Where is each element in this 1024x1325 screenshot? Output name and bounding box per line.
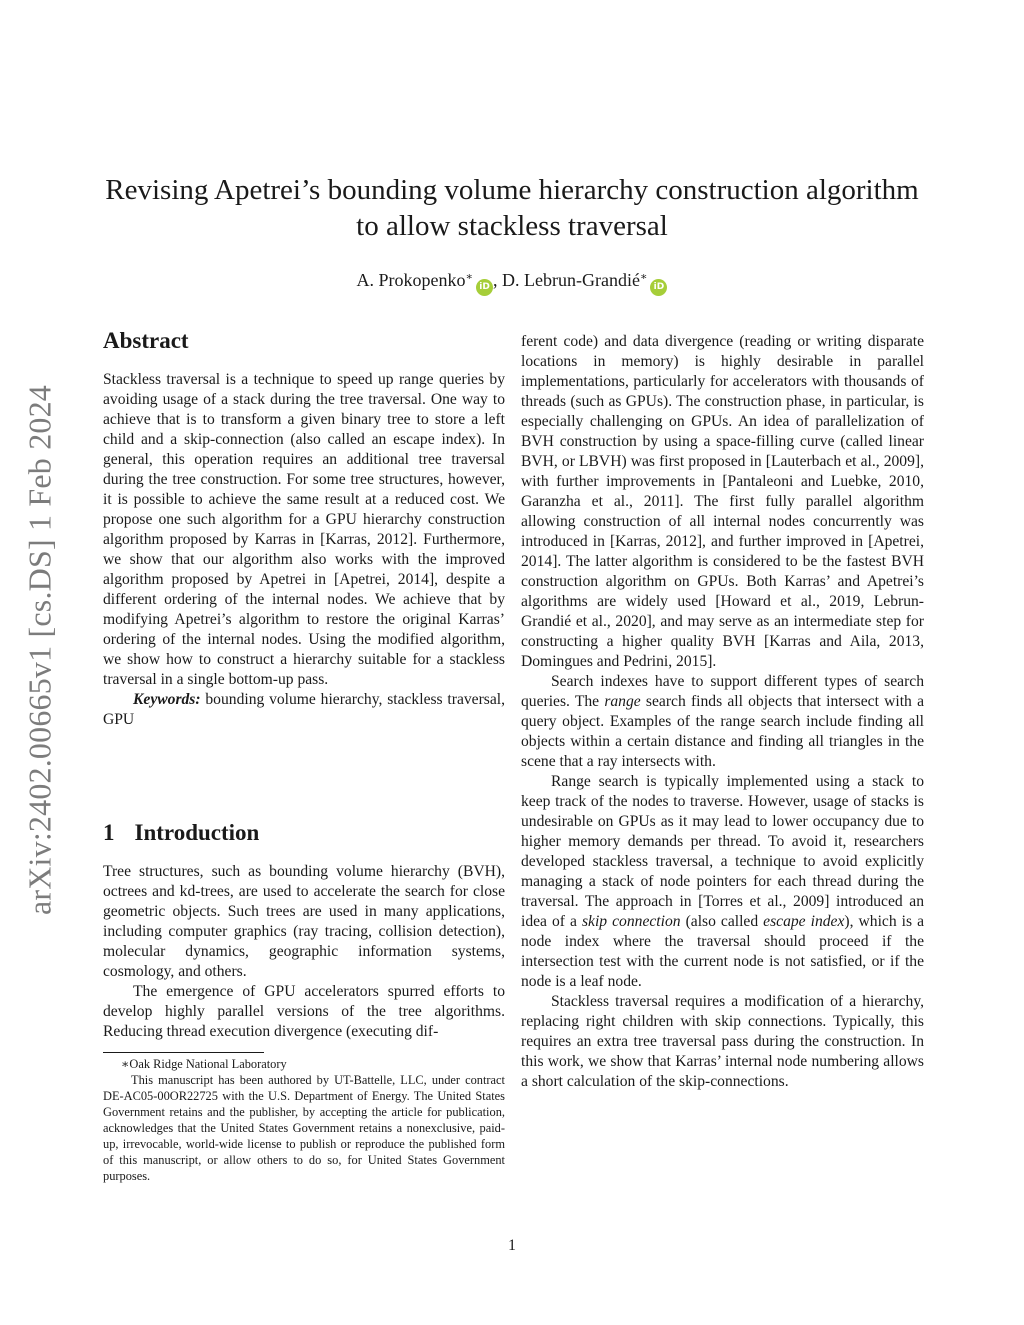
keywords-label: Keywords:: [133, 691, 201, 708]
arxiv-identifier-stamp: arXiv:2402.00665v1 [cs.DS] 1 Feb 2024: [21, 384, 58, 916]
author-name: A. Prokopenko: [356, 270, 466, 290]
intro-paragraph-1: Tree structures, such as bounding volume hierarchy (BVH), octrees and kd-trees, are used to accelerate the search for close geometric objects. Such trees are used in many applications, including computer graphics (ray tracing, collision detection), molecular dynamics, geographic information systems, cosmology, and others.: [103, 863, 505, 980]
author-separator: ,: [493, 270, 498, 290]
abstract-body: [103, 370, 505, 730]
text-run: ), which is a node index where the traversal should proceed if the intersection test with the current node is not satisfied, or if the node is a leaf node.: [521, 913, 925, 990]
author-list: [100, 265, 924, 296]
text-run: Search indexes have to support different types of search queries. The: [521, 673, 924, 710]
right-paragraph-4: Stackless traversal requires a modification of a hierarchy, replacing right children with skip connections. Typically, this requires an extra tree traversal pass during the construction. In this work, we show that Karras’ internal node numbering allows a short calculation of the skip-connections.: [521, 993, 924, 1090]
right-column: [521, 332, 924, 1092]
section-title: Introduction: [134, 820, 260, 845]
emphasis-escape-index: escape index: [763, 913, 845, 930]
paper-title-line-2: to allow stackless traversal: [356, 210, 668, 242]
text-run: search finds all objects that intersect with a query object. Examples of the range search include finding all objects within a certain distance and finding all triangles in the scene that a ray intersects with.: [521, 693, 924, 770]
intro-paragraph-2: The emergence of GPU accelerators spurred efforts to develop highly parallel versions of the tree algorithms. Reducing thread execution divergence (executing dif-: [103, 983, 505, 1040]
keywords-paragraph: [103, 690, 505, 730]
paper-title: [100, 172, 924, 244]
paper-title-line-1: Revising Apetrei’s bounding volume hierarchy construction algorithm: [105, 174, 919, 206]
page-number: 1: [508, 1237, 516, 1254]
footnote-affiliation: ∗Oak Ridge National Laboratory: [121, 1057, 287, 1071]
introduction-heading: [103, 820, 259, 846]
affiliation-marker: ∗: [639, 271, 648, 283]
text-run: Range search is typically implemented using a stack to keep track of the nodes to traverse. However, usage of stacks is undesirable on GPUs as it may lead to lower occupancy due to higher memory demands per thread. To avoid it, researchers developed stackless traversal, a technique to avoid explicitly managing a stack of node pointers for each thread during the traversal. The approach in [Torres et al., 2009] introduced an idea of a: [521, 773, 924, 930]
abstract-paragraph: Stackless traversal is a technique to speed up range queries by avoiding usage of a stack during the tree traversal. One way to achieve that is to transform a given binary tree to store a left child and a skip-connection (also called an escape index). In general, this operation requires an additional tree traversal during the tree construction. For some tree structures, however, it is possible to achieve the same result at a reduced cost. We propose one such algorithm for a GPU hierarchy construction algorithm proposed by Karras in [Karras, 2012]. Furthermore, we show that our algorithm also works with the improved algorithm proposed by Apetrei in [Apetrei, 2014], despite a different ordering of the internal nodes. We achieve that by modifying Apetrei’s algorithm to restore the original Karras’ ordering of the internal nodes. Using the modified algorithm, we show how to construct a hierarchy suitable for a stackless traversal in a single bottom-up pass.: [103, 371, 505, 688]
emphasis-range: range: [604, 693, 641, 710]
right-paragraph-2: [521, 672, 924, 772]
emphasis-skip-connection: skip connection: [581, 913, 681, 930]
right-paragraph-3: [521, 772, 924, 992]
introduction-body: [103, 862, 505, 1042]
right-paragraph-1: ferent code) and data divergence (reading or writing disparate locations in memory) is highly desirable in parallel implementations, particularly for accelerators with thousands of threads (such as GPUs). The construction phase, in particular, is especially challenging on GPUs. An idea of parallelization of BVH construction by using a space-filling curve (called linear BVH, or LBVH) was first proposed in [Lauterbach et al., 2009], with further improvements in [Pantaleoni and Luebke, 2010, Garanzha et al., 2011]. The first fully parallel algorithm allowing construction of all internal nodes concurrently was introduced in [Karras, 2012], and further improved in [Apetrei, 2014]. The latter algorithm is considered to be the fastest BVH construction algorithm on GPUs. Both Karras’ and Apetrei’s algorithms are widely used [Howard et al., 2019, Lebrun-Grandié et al., 2020], and may serve as an intermediate step for constructing a higher quality BVH [Karras and Aila, 2013, Domingues and Pedrini, 2015].: [521, 333, 924, 670]
orcid-icon[interactable]: iD: [476, 279, 493, 296]
section-number: 1: [103, 820, 115, 845]
keywords-text: bounding volume hierarchy, stackless traversal, GPU: [103, 691, 505, 728]
affiliation-marker: ∗: [465, 271, 474, 283]
orcid-icon[interactable]: iD: [650, 279, 667, 296]
footnote-copyright-notice: This manuscript has been authored by UT-Battelle, LLC, under contract DE-AC05-00OR22725 with the U.S. Department of Energy. The United States Government retains and the publisher, by accepting the article for publication, acknowledges that the United States Government retains a nonexclusive, paid-up, irrevocable, world-wide license to publish or reproduce the published form of this manuscript, or allow others to do so, for United States Government purposes.: [103, 1073, 505, 1183]
author-name: D. Lebrun-Grandié: [502, 270, 640, 290]
footnote-divider: [103, 1052, 264, 1053]
text-run: (also called: [680, 913, 764, 930]
abstract-heading: Abstract: [103, 328, 189, 353]
footnote: [103, 1056, 505, 1184]
